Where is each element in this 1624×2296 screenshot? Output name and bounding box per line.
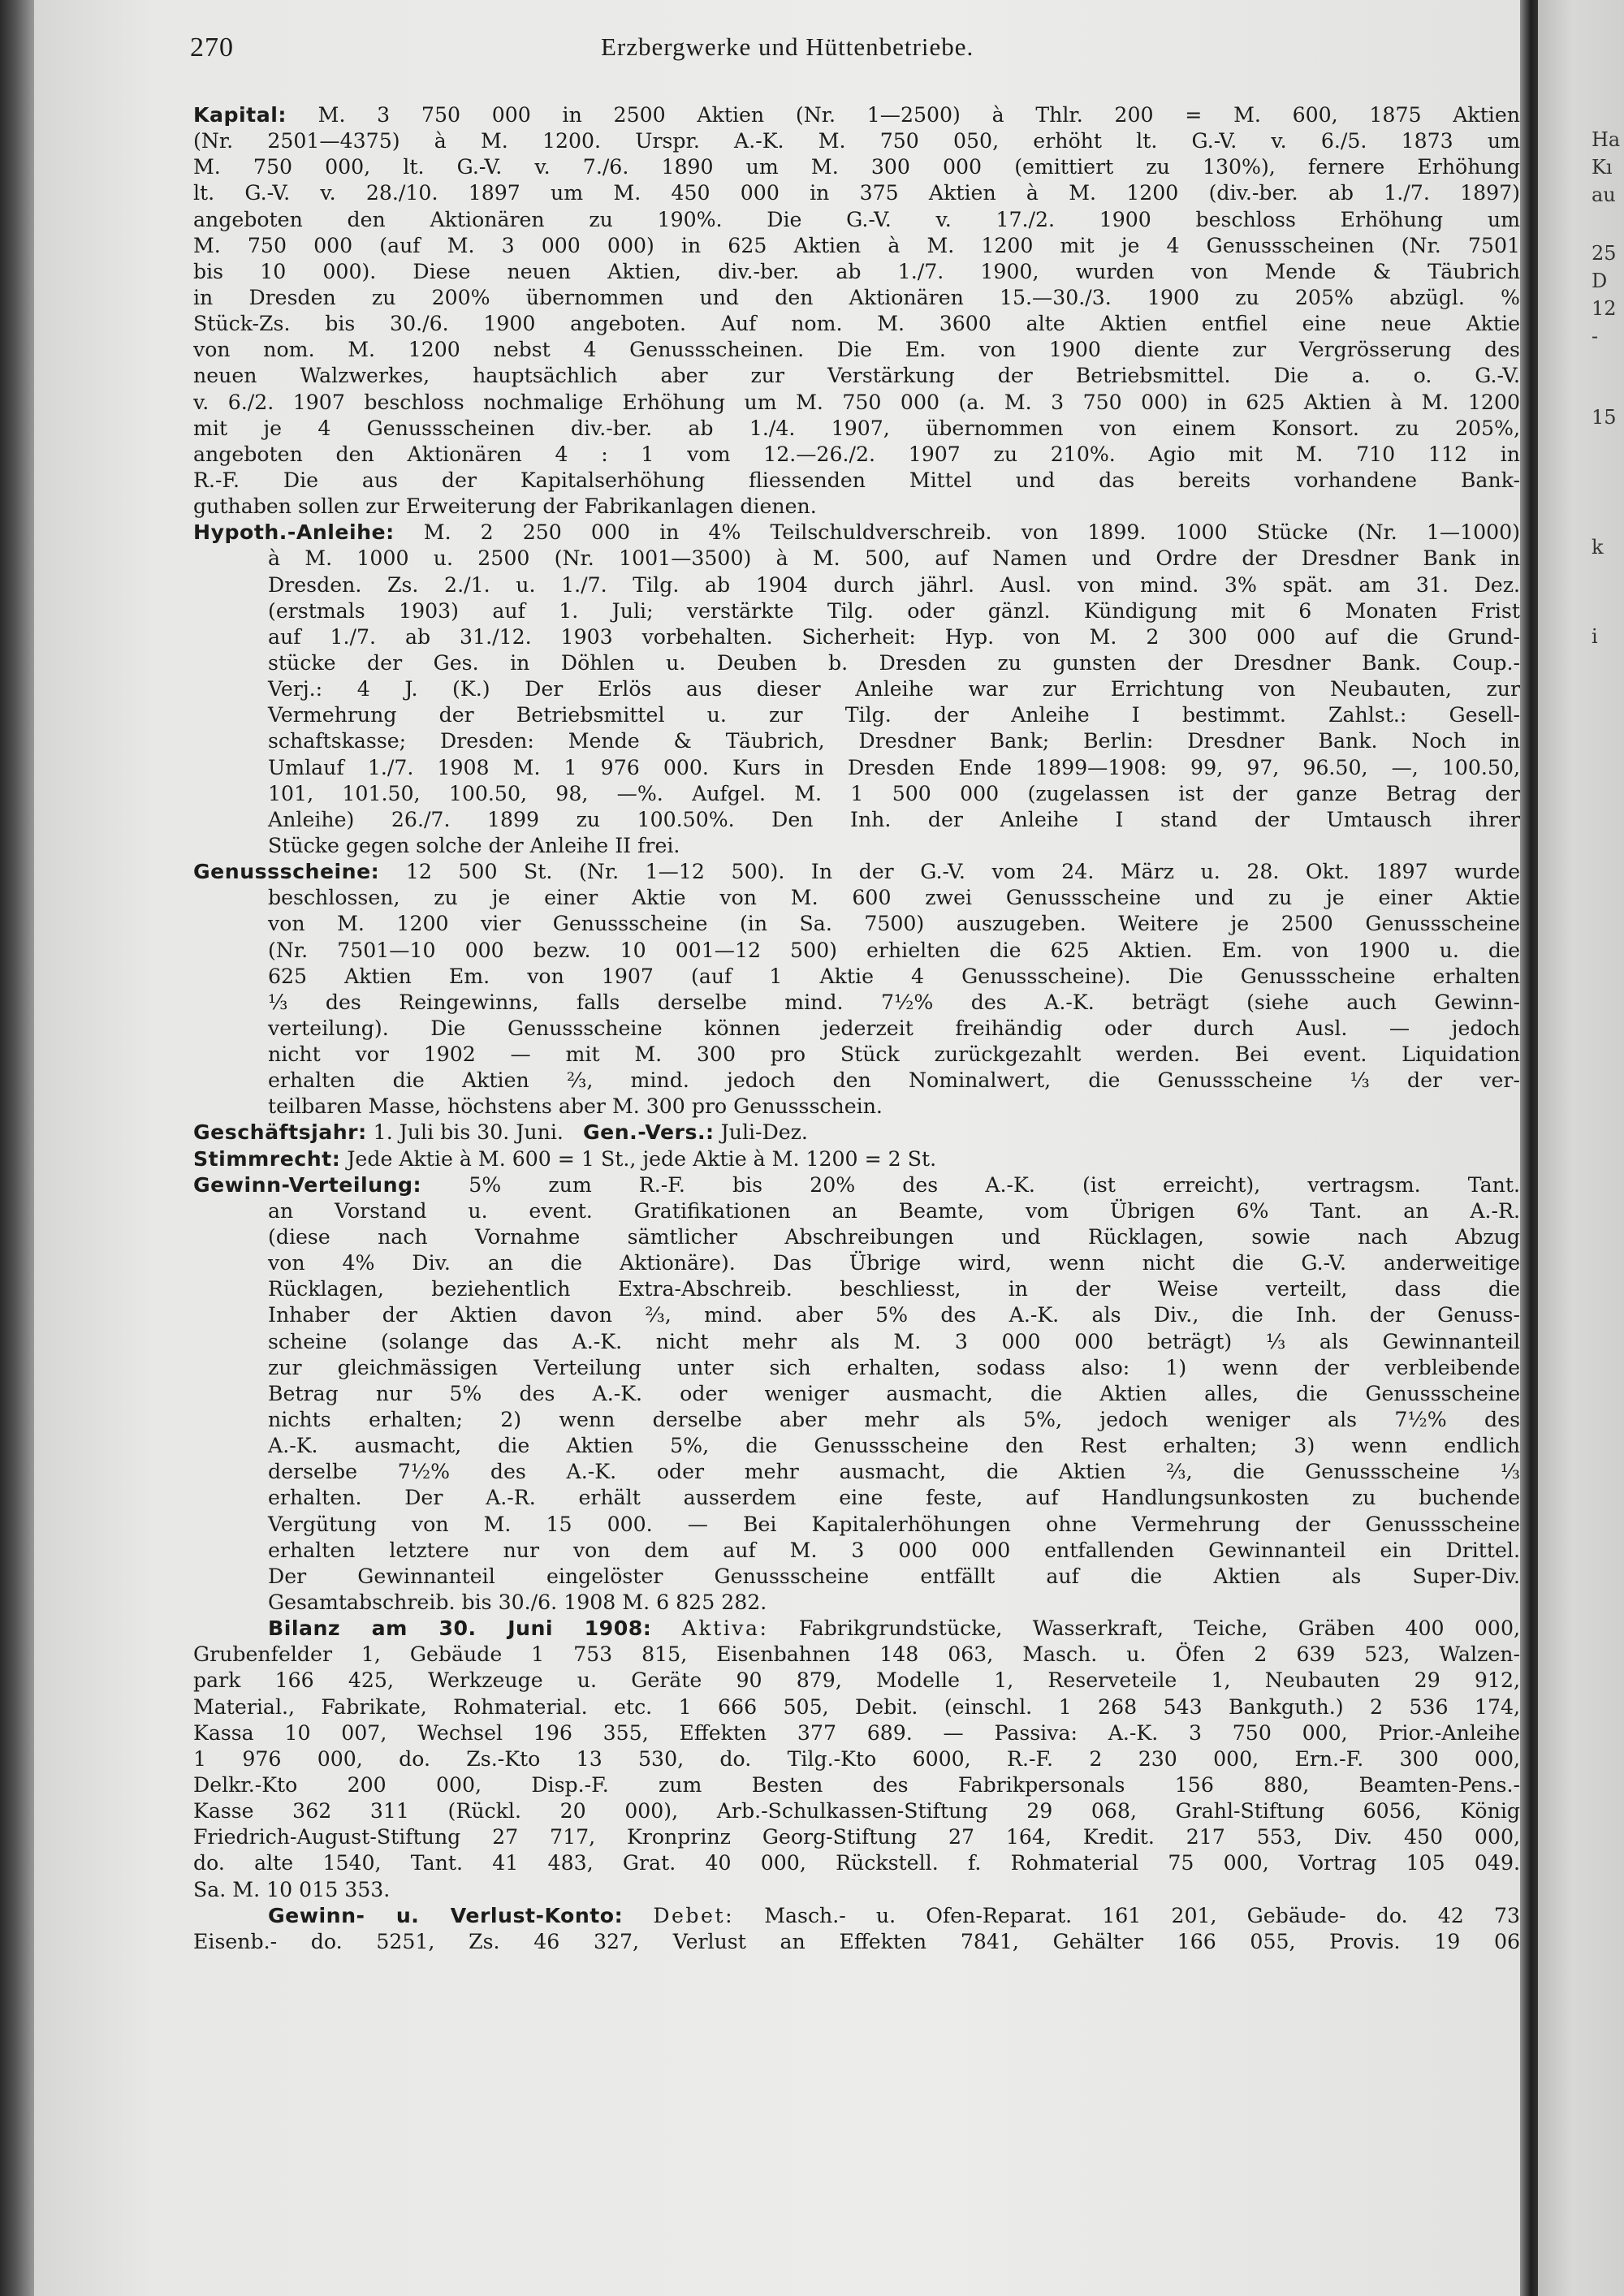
gewinn-verteilung-line: Vergütung von M. 15 000. — Bei Kapitalerhöhungen ohne Vermehrung der Genussscheine bbox=[268, 1512, 1520, 1536]
hypoth-line: à M. 1000 u. 2500 (Nr. 1001—3500) à M. 500, auf Namen und Ordre der Dresdner Bank in bbox=[268, 546, 1520, 571]
genuss-line: nicht vor 1902 — mit M. 300 pro Stück zurückgezahlt werden. Bei event. Liquidation bbox=[268, 1042, 1520, 1067]
kapital-line: mit je 4 Genussscheinen div.-ber. ab 1./4. 1907, übernommen von einem Konsort. zu 205%, bbox=[193, 416, 1520, 440]
genuss-line: ⅓ des Reingewinns, falls derselbe mind. 7½% des A.-K. beträgt (siehe auch Gewinn- bbox=[268, 990, 1520, 1014]
hypoth-line: Anleihe) 26./7. 1899 zu 100.50%. Den Inh. der Anleihe I stand der Umtausch ihrer bbox=[268, 807, 1520, 831]
running-title: Erzbergwerke und Hüttenbetriebe. bbox=[601, 32, 974, 61]
margin-fragment: Ha bbox=[1592, 128, 1621, 151]
hypoth-line: Verj.: 4 J. (K.) Der Erlös aus dieser Anleihe war zur Errichtung von Neubauten, zur bbox=[268, 677, 1520, 701]
bilanz-line: do. alte 1540, Tant. 41 483, Grat. 40 000, Rückstell. f. Rohmaterial 75 000, Vortrag 105 049. bbox=[193, 1851, 1520, 1875]
margin-fragment: 15 bbox=[1592, 406, 1617, 429]
margin-fragment: i bbox=[1592, 625, 1598, 648]
genuss-line: (Nr. 7501—10 000 bezw. 10 001—12 500) erhielten die 625 Aktien. Em. von 1900 u. die bbox=[268, 938, 1520, 962]
bilanz-line: park 166 425, Werkzeuge u. Geräte 90 879, Modelle 1, Reserveteile 1, Neubauten 29 912, bbox=[193, 1668, 1520, 1693]
section-sublead: Aktiva: bbox=[681, 1616, 769, 1641]
genuss-line: Genussscheine: 12 500 St. (Nr. 1—12 500). In der G.-V. vom 24. März u. 28. Okt. 1897 wurde bbox=[193, 860, 1520, 884]
gewinn-verteilung-line: A.-K. ausmacht, die Aktien 5%, die Genussscheine den Rest erhalten; 3) wenn endlich bbox=[268, 1434, 1520, 1458]
gewinn-verteilung-line: Inhaber der Aktien davon ⅔, mind. aber 5% des A.-K. als Div., die Inh. der Genuss- bbox=[268, 1303, 1520, 1327]
kapital-line: Stück-Zs. bis 30./6. 1900 angeboten. Auf nom. M. 3600 alte Aktien entfiel eine neue Aktie bbox=[193, 312, 1520, 336]
genuss-line: verteilung). Die Genussscheine können jederzeit freihändig oder durch Ausl. — jedoch bbox=[268, 1016, 1520, 1040]
section-lead: Gewinn- u. Verlust-Konto: bbox=[268, 1903, 624, 1927]
gewinn-verteilung-line: Gesamtabschreib. bis 30./6. 1908 M. 6 825 282. bbox=[268, 1590, 767, 1615]
hypoth-line: Umlauf 1./7. 1908 M. 1 976 000. Kurs in Dresden Ende 1899—1908: 99, 97, 96.50, —, 100.50, bbox=[268, 755, 1520, 779]
kapital-line: angeboten den Aktionären zu 190%. Die G.-V. v. 17./2. 1900 beschloss Erhöhung um bbox=[193, 207, 1520, 231]
bilanz-line: Sa. M. 10 015 353. bbox=[193, 1877, 391, 1901]
margin-fragment: Kı bbox=[1592, 156, 1613, 179]
margin-fragment: D bbox=[1592, 270, 1608, 292]
gewinn-verteilung-line: erhalten letztere nur von dem auf M. 3 000 000 entfallenden Gewinnanteil ein Drittel. bbox=[268, 1538, 1520, 1562]
gewinn-verteilung-line: Gewinn-Verteilung: 5% zum R.-F. bis 20% des A.-K. (ist erreicht), vertragsm. Tant. bbox=[193, 1172, 1520, 1197]
gewinn-verteilung-line: derselbe 7½% des A.-K. oder mehr ausmacht, die Aktien ⅔, die Genussscheine ⅓ bbox=[268, 1460, 1520, 1484]
gewinn-verteilung-line: Betrag nur 5% des A.-K. oder weniger ausmacht, die Aktien alles, die Genussscheine bbox=[268, 1381, 1520, 1405]
genuss-line: beschlossen, zu je einer Aktie von M. 600 zwei Genussscheine und zu je einer Aktie bbox=[268, 886, 1520, 910]
hypoth-line: auf 1./7. ab 31./12. 1903 vorbehalten. Sicherheit: Hyp. von M. 2 300 000 auf die Grund- bbox=[268, 624, 1520, 649]
margin-fragment: 25 bbox=[1592, 242, 1617, 265]
bilanz-line: Delkr.-Kto 200 000, Disp.-F. zum Besten des Fabrikpersonals 156 880, Beamten-Pens.- bbox=[193, 1773, 1520, 1797]
kapital-line: lt. G.-V. v. 28./10. 1897 um M. 450 000 in 375 Aktien à M. 1200 (div.-ber. ab 1./7. 1897) bbox=[193, 181, 1520, 205]
section-lead: Genussscheine: bbox=[193, 860, 380, 884]
section-lead: Kapital: bbox=[193, 103, 287, 127]
hypoth-line: Vermehrung der Betriebsmittel u. zur Tilg. der Anleihe I bestimmt. Zahlst.: Gesell- bbox=[268, 703, 1520, 727]
bilanz-line: Friedrich-August-Stiftung 27 717, Kronprinz Georg-Stiftung 27 164, Kredit. 217 553, Div. 450 000, bbox=[193, 1825, 1520, 1849]
margin-fragment: 12 bbox=[1592, 297, 1617, 320]
margin-fragment: - bbox=[1592, 325, 1599, 347]
genuss-line: teilbaren Masse, höchstens aber M. 300 pro Genussschein. bbox=[268, 1094, 883, 1119]
section-lead: Hypoth.-Anleihe: bbox=[193, 520, 395, 545]
gewinn-verteilung-line: von 4% Div. an die Aktionäre). Das Übrige wird, wenn nicht die G.-V. anderweitige bbox=[268, 1251, 1520, 1275]
kapital-line: Kapital: M. 3 750 000 in 2500 Aktien (Nr. 1—2500) à Thlr. 200 = M. 600, 1875 Aktien bbox=[193, 103, 1520, 127]
gewinn-verteilung-line: Der Gewinnanteil eingelöster Genussscheine entfällt auf die Aktien als Super-Div. bbox=[268, 1564, 1520, 1588]
margin-fragment: au bbox=[1592, 183, 1616, 206]
hypoth-line: (erstmals 1903) auf 1. Juli; verstärkte Tilg. oder gänzl. Kündigung mit 6 Monaten Frist bbox=[268, 598, 1520, 623]
bilanz-line: 1 976 000, do. Zs.-Kto 13 530, do. Tilg.-Kto 6000, R.-F. 2 230 000, Ern.-F. 300 000, bbox=[193, 1746, 1520, 1771]
hypoth-line: schaftskasse; Dresden: Mende & Täubrich, Dresdner Bank; Berlin: Dresdner Bank. Noch in bbox=[268, 729, 1520, 753]
kapital-line: neuen Walzwerkes, hauptsächlich aber zur Verstärkung der Betriebsmittel. Die a. o. G.-V. bbox=[193, 364, 1520, 388]
section-lead: Geschäftsjahr: bbox=[193, 1120, 367, 1145]
geschaeftsjahr-line: Geschäftsjahr: 1. Juli bis 30. Juni. Gen.-Vers.: Juli-Dez. bbox=[193, 1120, 808, 1145]
kapital-line: guthaben sollen zur Erweiterung der Fabrikanlagen dienen. bbox=[193, 494, 817, 519]
main-text bbox=[193, 102, 1520, 2213]
hypoth-line: Dresden. Zs. 2./1. u. 1./7. Tilg. ab 1904 durch jährl. Ausl. von mind. 3% spät. am 31. Dez. bbox=[268, 572, 1520, 597]
kapital-line: von nom. M. 1200 nebst 4 Genussscheinen. Die Em. von 1900 diente zur Vergrösserung des bbox=[193, 338, 1520, 362]
hypoth-line: Stücke gegen solche der Anleihe II frei. bbox=[268, 833, 680, 857]
section-lead: Bilanz am 30. Juni 1908: bbox=[268, 1616, 652, 1641]
gewinn-verteilung-line: scheine (solange das A.-K. nicht mehr als M. 3 000 000 beträgt) ⅓ als Gewinnanteil bbox=[268, 1329, 1520, 1353]
gewinn-verteilung-line: erhalten. Der A.-R. erhält ausserdem eine feste, auf Handlungsunkosten zu buchende bbox=[268, 1486, 1520, 1510]
scan-edge-left bbox=[0, 0, 34, 2296]
gewinn-verlust-line: Gewinn- u. Verlust-Konto: Debet: Masch.- u. Ofen-Reparat. 161 201, Gebäude- do. 42 73 bbox=[268, 1903, 1520, 1927]
bilanz-line: Bilanz am 30. Juni 1908: Aktiva: Fabrikgrundstücke, Wasserkraft, Teiche, Gräben 400 000, bbox=[268, 1616, 1520, 1641]
genuss-line: erhalten die Aktien ⅔, mind. jedoch den Nominalwert, die Genussscheine ⅓ der ver- bbox=[268, 1068, 1520, 1093]
hypoth-line: 101, 101.50, 100.50, 98, —%. Aufgel. M. 1 500 000 (zugelassen ist der ganze Betrag der bbox=[268, 781, 1520, 805]
page-number: 270 bbox=[190, 32, 234, 63]
gewinn-verteilung-line: nichts erhalten; 2) wenn derselbe aber mehr als 5%, jedoch weniger als 7½% des bbox=[268, 1408, 1520, 1432]
margin-fragment: k bbox=[1592, 536, 1604, 559]
section-sublead: Debet: bbox=[653, 1903, 735, 1927]
stimmrecht-line: Stimmrecht: Jede Aktie à M. 600 = 1 St., jede Aktie à M. 1200 = 2 St. bbox=[193, 1146, 937, 1171]
kapital-line: in Dresden zu 200% übernommen und den Aktionären 15.—30./3. 1900 zu 205% abzügl. % bbox=[193, 285, 1520, 309]
section-lead: Gen.-Vers.: bbox=[582, 1120, 715, 1145]
bilanz-line: Kassa 10 007, Wechsel 196 355, Effekten 377 689. — Passiva: A.-K. 3 750 000, Prior.-Anleihe bbox=[193, 1720, 1520, 1745]
kapital-line: M. 750 000, lt. G.-V. v. 7./6. 1890 um M. 300 000 (emittiert zu 130%), fernere Erhöhung bbox=[193, 155, 1520, 179]
bilanz-line: Material., Fabrikate, Rohmaterial. etc. 1 666 505, Debit. (einschl. 1 268 543 Bankguth.) 2 536 174, bbox=[193, 1694, 1520, 1719]
adjacent-page-fragment bbox=[1538, 0, 1624, 2296]
section-lead: Stimmrecht: bbox=[193, 1146, 341, 1171]
gewinn-verteilung-line: (diese nach Vornahme sämtlicher Abschreibungen und Rücklagen, sowie nach Abzug bbox=[268, 1225, 1520, 1249]
kapital-line: R.-F. Die aus der Kapitalserhöhung fliessenden Mittel und das bereits vorhandene Bank- bbox=[193, 468, 1520, 492]
gewinn-verlust-line: Eisenb.- do. 5251, Zs. 46 327, Verlust an Effekten 7841, Gehälter 166 055, Provis. 19 06 bbox=[193, 1929, 1520, 1953]
kapital-line: M. 750 000 (auf M. 3 000 000) in 625 Aktien à M. 1200 mit je 4 Genussscheinen (Nr. 7501 bbox=[193, 233, 1520, 257]
genuss-line: 625 Aktien Em. von 1907 (auf 1 Aktie 4 Genussscheine). Die Genussscheine erhalten bbox=[268, 964, 1520, 988]
section-lead: Gewinn-Verteilung: bbox=[193, 1172, 422, 1197]
bilanz-line: Grubenfelder 1, Gebäude 1 753 815, Eisenbahnen 148 063, Masch. u. Öfen 2 639 523, Walzen- bbox=[193, 1642, 1520, 1667]
genuss-line: von M. 1200 vier Genussscheine (in Sa. 7500) auszugeben. Weitere je 2500 Genussscheine bbox=[268, 912, 1520, 936]
gewinn-verteilung-line: zur gleichmässigen Verteilung unter sich erhalten, sodass also: 1) wenn der verbleibende bbox=[268, 1355, 1520, 1379]
kapital-line: bis 10 000). Diese neuen Aktien, div.-ber. ab 1./7. 1900, wurden von Mende & Täubrich bbox=[193, 259, 1520, 283]
hypoth-line: Hypoth.-Anleihe: M. 2 250 000 in 4% Teilschuldverschreib. von 1899. 1000 Stücke (Nr. 1—1000) bbox=[193, 520, 1520, 545]
bilanz-line: Kasse 362 311 (Rückl. 20 000), Arb.-Schulkassen-Stiftung 29 068, Grahl-Stiftung 6056, König bbox=[193, 1799, 1520, 1823]
hypoth-line: stücke der Ges. in Döhlen u. Deuben b. Dresden zu gunsten der Dresdner Bank. Coup.- bbox=[268, 650, 1520, 675]
kapital-line: angeboten den Aktionären 4 : 1 vom 12.—26./2. 1907 zu 210%. Agio mit M. 710 112 in bbox=[193, 442, 1520, 466]
gewinn-verteilung-line: an Vorstand u. event. Gratifikationen an Beamte, vom Übrigen 6% Tant. an A.-R. bbox=[268, 1198, 1520, 1223]
kapital-line: v. 6./2. 1907 beschloss nochmalige Erhöhung um M. 750 000 (a. M. 3 750 000) in 625 Aktien à M. 1200 bbox=[193, 390, 1520, 414]
kapital-line: (Nr. 2501—4375) à M. 1200. Urspr. A.-K. M. 750 050, erhöht lt. G.-V. v. 6./5. 1873 um bbox=[193, 129, 1520, 153]
book-gutter bbox=[1520, 0, 1538, 2296]
gewinn-verteilung-line: Rücklagen, beziehentlich Extra-Abschreib. beschliesst, in der Weise verteilt, dass die bbox=[268, 1277, 1520, 1301]
